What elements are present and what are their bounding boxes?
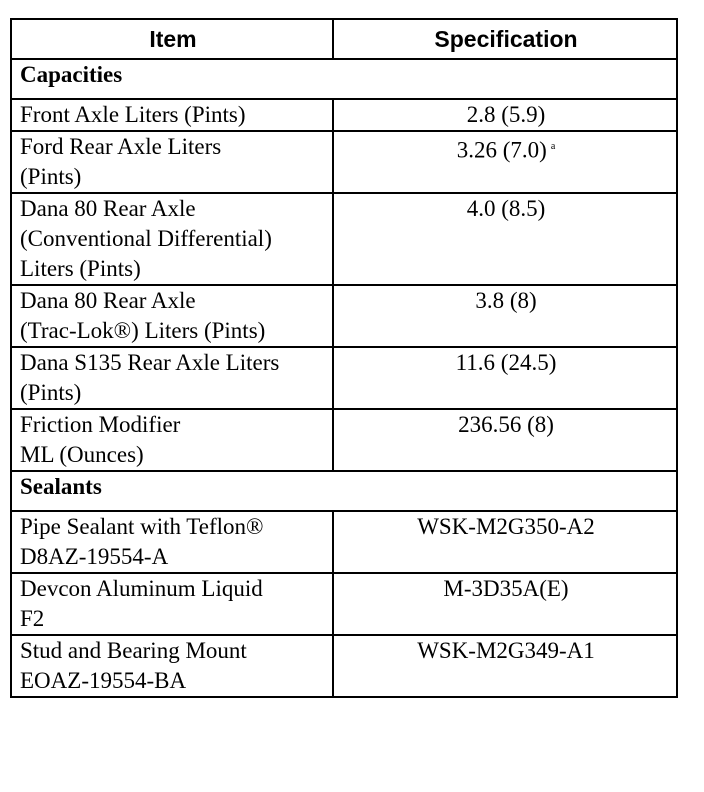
item-text-line: D8AZ-19554-A [20,544,169,569]
table-row [11,285,677,347]
item-text-line: ML (Ounces) [20,442,144,467]
item-text-line: Front Axle Liters (Pints) [20,102,246,127]
specification-value: 3.26 (7.0) [456,137,547,163]
specification-value: 3.8 (8) [475,288,537,313]
item-cell [11,285,333,347]
table-row [11,409,677,471]
item-text-line: (Trac-Lok®) Liters (Pints) [20,318,266,343]
table-body [11,59,677,697]
table-row [11,347,677,409]
table-row [11,573,677,635]
section-row-sealants [11,471,677,511]
specification-value: WSK-M2G350-A2 [417,514,595,539]
table-row [11,511,677,573]
table-row [11,193,677,285]
item-text-line: EOAZ-19554-BA [20,668,187,693]
specification-value: M-3D35A(E) [443,576,569,601]
item-cell [11,409,333,471]
item-cell [11,573,333,635]
item-text-line: Liters (Pints) [20,256,141,281]
section-title: Sealants [11,471,677,511]
item-text-line: Dana 80 Rear Axle [20,288,196,313]
specification-table [10,18,678,698]
specification-value: 2.8 (5.9) [466,102,546,127]
item-cell [11,99,333,131]
specification-cell [333,511,677,573]
item-text-line: (Pints) [20,164,82,189]
item-text-line: Stud and Bearing Mount [20,638,247,663]
table-row [11,99,677,131]
item-text-line: (Pints) [20,380,82,405]
item-cell [11,193,333,285]
table-row [11,131,677,193]
item-text-line: Ford Rear Axle Liters [20,134,222,159]
specification-cell [333,573,677,635]
item-text-line: Pipe Sealant with Teflon® [20,514,264,539]
item-cell [11,635,333,697]
table-row [11,635,677,697]
section-row-capacities [11,59,677,99]
item-text-line: F2 [20,606,45,631]
item-text-line: (Conventional Differential) [20,226,272,251]
item-text-line: Dana S135 Rear Axle Liters [20,350,280,375]
item-text-line: Dana 80 Rear Axle [20,196,196,221]
specification-value: 11.6 (24.5) [455,350,557,375]
specification-value: WSK-M2G349-A1 [417,638,595,663]
specification-cell [333,409,677,471]
specification-cell [333,131,677,193]
specification-value: 4.0 (8.5) [466,196,546,221]
specification-cell [333,99,677,131]
footnote-marker: a [550,141,556,152]
specification-value: 236.56 (8) [458,412,554,437]
item-text-line: Devcon Aluminum Liquid [20,576,263,601]
header-row [11,19,677,59]
specification-cell [333,285,677,347]
item-cell [11,347,333,409]
specification-cell [333,635,677,697]
specification-cell [333,347,677,409]
specification-cell [333,193,677,285]
item-text-line: Friction Modifier [20,412,181,437]
column-header-specification: Specification [333,19,677,59]
section-title: Capacities [11,59,677,99]
item-cell [11,131,333,193]
column-header-item: Item [11,19,333,59]
item-cell [11,511,333,573]
